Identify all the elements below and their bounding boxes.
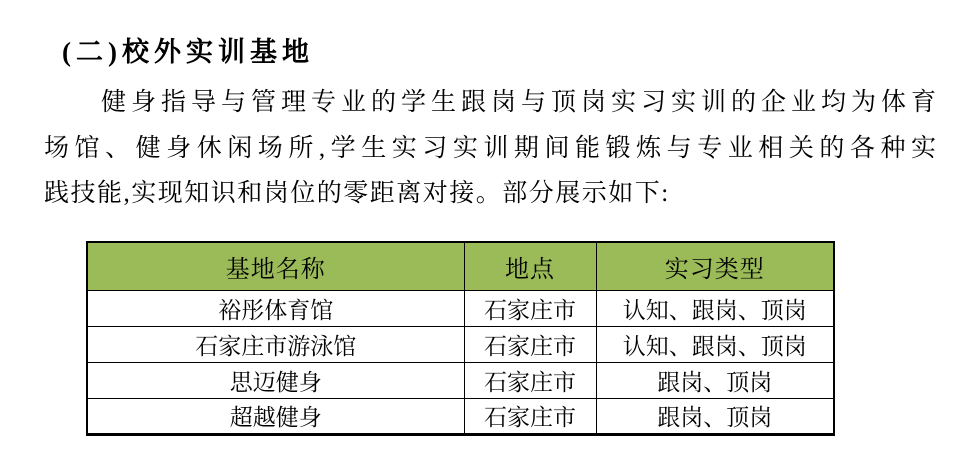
column-header-location: 地点 [464,242,596,290]
cell-base-name: 超越健身 [87,398,464,434]
table-row [87,326,834,362]
paragraph-line-3: 践技能,实现知识和岗位的零距离对接。部分展示如下: [44,180,670,207]
cell-internship-type: 跟岗、顶岗 [596,362,834,398]
paragraph-line-2: 场馆、健身休闲场所,学生实习实训期间能锻炼与专业相关的各种实 [44,134,936,162]
cell-location: 石家庄市 [464,290,596,326]
column-header-internship-type: 实习类型 [596,242,834,290]
cell-internship-type: 认知、跟岗、顶岗 [596,326,834,362]
cell-internship-type: 跟岗、顶岗 [596,398,834,434]
cell-internship-type: 认知、跟岗、顶岗 [596,290,834,326]
table-row [87,290,834,326]
training-bases-table [86,241,835,436]
cell-base-name: 思迈健身 [87,362,464,398]
cell-base-name: 石家庄市游泳馆 [87,326,464,362]
body-paragraph [44,80,936,217]
table-row [87,398,834,434]
cell-location: 石家庄市 [464,326,596,362]
paragraph-line-1: 健身指导与管理专业的学生跟岗与顶岗实习实训的企业均为体育 [101,89,936,116]
cell-location: 石家庄市 [464,398,596,434]
section-heading: (二)校外实训基地 [62,37,314,67]
table-row [87,362,834,398]
table-header-row [87,242,834,290]
column-header-base-name: 基地名称 [87,242,464,290]
cell-location: 石家庄市 [464,362,596,398]
cell-base-name: 裕彤体育馆 [87,290,464,326]
